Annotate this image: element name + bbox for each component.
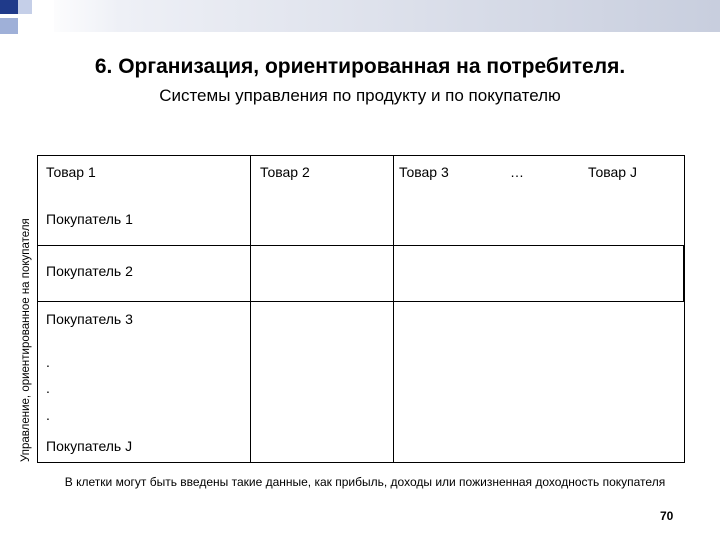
grid-border-top bbox=[37, 155, 685, 156]
vertical-axis-label: Управление, ориентированное на покупателя bbox=[20, 218, 32, 462]
corner-square-white bbox=[32, 0, 54, 32]
row-label-customer-3: Покупатель 3 bbox=[46, 311, 133, 327]
grid-border-right bbox=[684, 155, 685, 463]
header-band bbox=[0, 0, 720, 32]
grid-border-left bbox=[37, 155, 38, 463]
grid-col-divider bbox=[393, 155, 394, 463]
grid-col-divider bbox=[250, 155, 251, 463]
corner-square-mid bbox=[0, 18, 18, 34]
product-customer-matrix bbox=[37, 155, 685, 463]
corner-square-light bbox=[18, 0, 32, 14]
page-number: 70 bbox=[660, 509, 674, 523]
footnote: В клетки могут быть введены такие данные, как прибыль, доходы или пожизненная доходность покупателя bbox=[64, 475, 666, 489]
column-header-product-j: Товар J bbox=[588, 164, 637, 180]
column-header-ellipsis: … bbox=[510, 164, 524, 180]
column-header-product-2: Товар 2 bbox=[260, 164, 310, 180]
slide-title: 6. Организация, ориентированная на потребителя. bbox=[94, 55, 626, 78]
grid-row-divider bbox=[37, 245, 685, 246]
grid-border-bottom bbox=[37, 462, 685, 463]
grid-row-divider bbox=[37, 301, 685, 302]
slide-subtitle: Системы управления по продукту и по покупателю bbox=[159, 86, 561, 105]
row-label-dot: . bbox=[46, 380, 50, 396]
row-label-dot: . bbox=[46, 354, 50, 370]
corner-square-dark bbox=[0, 0, 18, 14]
grid-right-accent bbox=[683, 245, 685, 302]
column-header-product-3: Товар 3 bbox=[399, 164, 449, 180]
row-label-customer-j: Покупатель J bbox=[46, 438, 133, 454]
column-header-product-1: Товар 1 bbox=[46, 164, 96, 180]
row-label-dot: . bbox=[46, 407, 50, 423]
row-label-customer-1: Покупатель 1 bbox=[46, 211, 133, 227]
row-label-customer-2: Покупатель 2 bbox=[46, 263, 133, 279]
